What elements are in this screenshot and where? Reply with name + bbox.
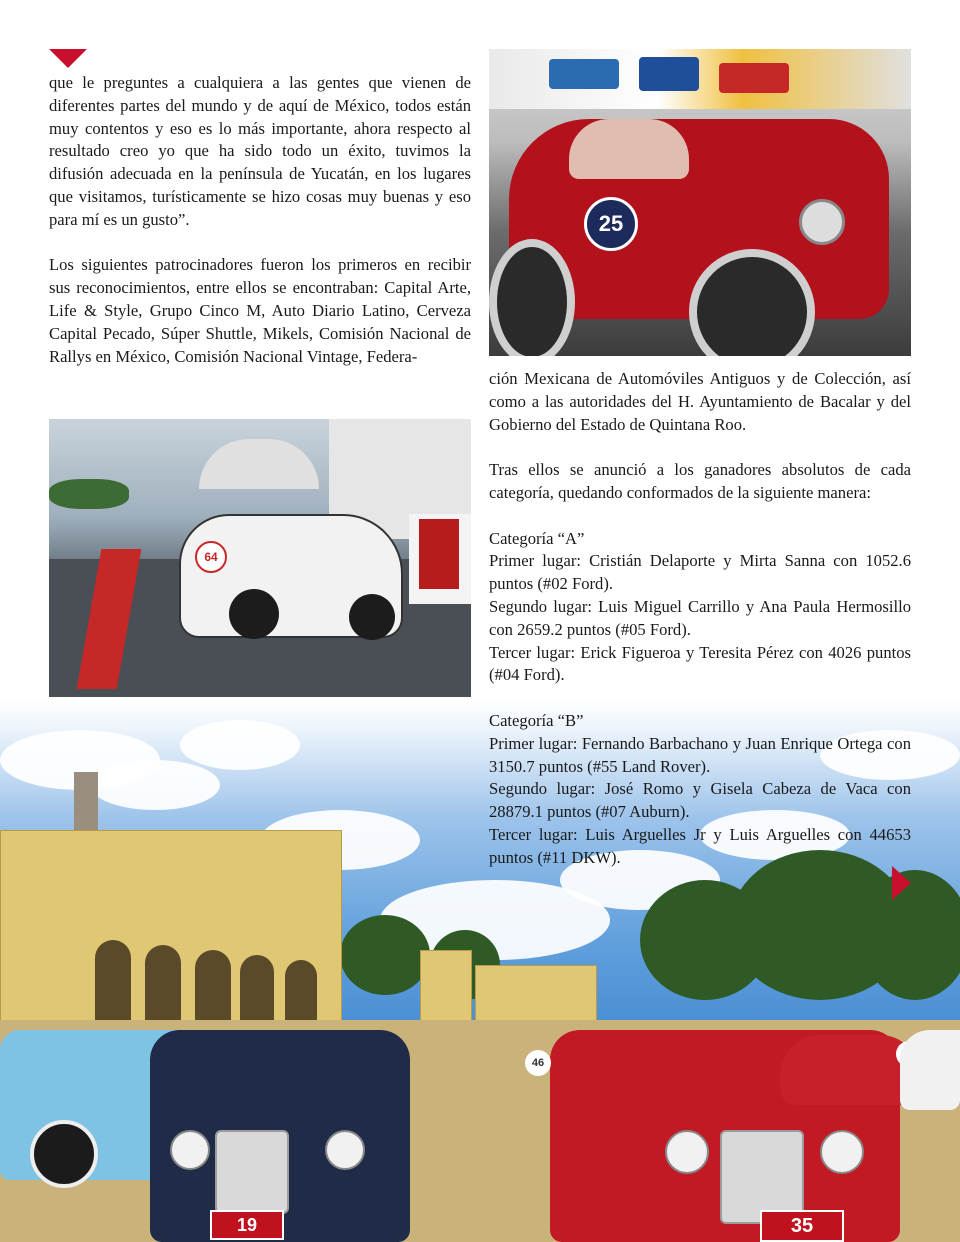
red-jaguar — [780, 1035, 920, 1105]
photo-white-mercedes — [49, 419, 471, 697]
car-number-badge: 16 — [160, 1090, 188, 1118]
white-car — [900, 1030, 960, 1110]
license-plate: 35 — [760, 1210, 844, 1242]
right-column — [489, 368, 911, 870]
blue-wagon — [0, 1030, 290, 1180]
category-b-second: Segundo lugar: José Romo y Gisela Cabeza de Vaca con 28879.1 puntos (#07 Auburn). — [489, 779, 911, 822]
category-a-second: Segundo lugar: Luis Miguel Carrillo y Ana Paula Hermosillo con 2659.2 puntos (#05 Ford). — [489, 596, 911, 639]
license-plate: 19 — [210, 1210, 284, 1240]
car-number-badge: 64 — [896, 1041, 922, 1067]
category-a-first: Primer lugar: Cristián Delaporte y Mirta Sanna con 1052.6 puntos (#02 Ford). — [489, 551, 911, 594]
left-paragraph-1: que le preguntes a cualquiera a las gentes que vienen de diferentes partes del mundo y de aquí de México, todos están muy contentos y eso es lo más importante, ahora respecto al resultado creo yo que ha sido todo un éxito, tuvimos la difusión adecuada en la península de Yucatán, en los lugares que visitamos, turísticamente se hizo cosas muy buenas y eso para mí es un gusto”. — [49, 73, 471, 229]
left-paragraph-2: Los siguientes patrocinadores fueron los primeros en recibir sus reconocimientos, entre ellos se encontraban: Capital Arte, Life & Style, Grupo Cinco M, Auto Diario Latino, Cerveza Capital Pecado, Súper Shuttle, Mikels, Comisión Nacional de Rallys en México, Comisión Nacional Vintage, Federa- — [49, 255, 471, 366]
section-marker-down-icon — [49, 49, 87, 68]
category-a-title: Categoría “A” — [489, 528, 585, 548]
photo-red-roadster — [489, 49, 911, 356]
right-paragraph-1: ción Mexicana de Automóviles Antiguos y de Colección, así como a las autoridades del H. Ayuntamiento de Bacalar y del Gobierno del Estado de Quintana Roo. — [489, 369, 911, 434]
car-number-badge: 64 — [195, 541, 227, 573]
category-b-third: Tercer lugar: Luis Arguelles Jr y Luis Arguelles con 44653 puntos (#11 DKW). — [489, 824, 911, 867]
car-number-badge: 25 — [584, 197, 638, 251]
navy-mercedes — [150, 1030, 410, 1242]
category-a-third: Tercer lugar: Erick Figueroa y Teresita Pérez con 4026 puntos (#04 Ford). — [489, 642, 911, 685]
car-number-badge: 46 — [525, 1050, 551, 1076]
category-b-first: Primer lugar: Fernando Barbachano y Juan Enrique Ortega con 3150.7 puntos (#55 Land Rover). — [489, 733, 911, 776]
right-paragraph-2: Tras ellos se anunció a los ganadores absolutos de cada categoría, quedando conformados de la siguiente manera: — [489, 460, 911, 502]
left-column — [49, 72, 471, 368]
red-mercedes — [531, 1030, 900, 1242]
category-b-title: Categoría “B” — [489, 710, 584, 730]
next-page-arrow-icon — [892, 866, 911, 900]
